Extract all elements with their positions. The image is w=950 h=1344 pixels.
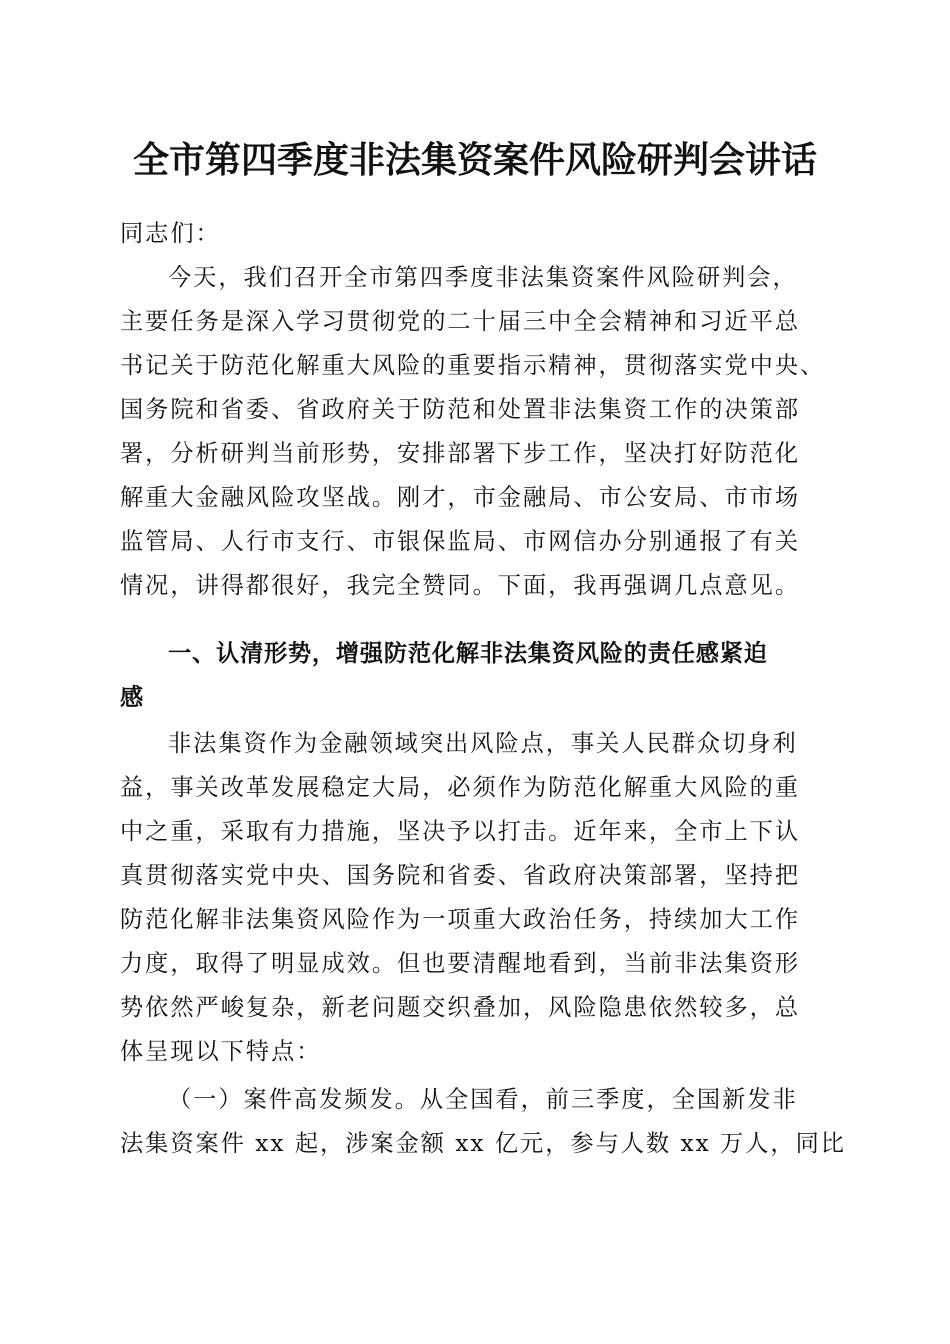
paragraph2-line: 非法集资作为金融领域突出风险点，事关人民群众切身利 [168, 730, 798, 757]
salutation: 同志们： [120, 220, 221, 247]
paragraph1-line: 书记关于防范化解重大风险的重要指示精神，贯彻落实党中央、 [120, 352, 826, 379]
paragraph3-line: （一）案件高发频发。从全国看，前三季度，全国新发非 [168, 1086, 798, 1113]
paragraph1-line: 主要任务是深入学习贯彻党的二十届三中全会精神和习近平总 [120, 308, 801, 335]
paragraph1-line: 情况，讲得都很好，我完全赞同。下面，我再强调几点意见。 [120, 572, 801, 599]
section-heading-line: 感 [120, 684, 144, 711]
paragraph2-line: 真贯彻落实党中央、国务院和省委、省政府决策部署，坚持把 [120, 862, 801, 889]
paragraph2-line: 体呈现以下特点： [120, 1038, 322, 1065]
paragraph1-line: 解重大金融风险攻坚战。刚才，市金融局、市公安局、市市场 [120, 484, 801, 511]
paragraph2-line: 力度，取得了明显成效。但也要清醒地看到，当前非法集资形 [120, 950, 801, 977]
paragraph2-line: 防范化解非法集资风险作为一项重大政治任务，持续加大工作 [120, 906, 801, 933]
paragraph3-line: 法集资案件 xx 起，涉案金额 xx 亿元，参与人数 xx 万人，同比 [120, 1130, 846, 1157]
paragraph1-line: 今天，我们召开全市第四季度非法集资案件风险研判会， [168, 264, 798, 291]
paragraph2-line: 势依然严峻复杂，新老问题交织叠加，风险隐患依然较多，总 [120, 994, 801, 1021]
paragraph1-line: 监管局、人行市支行、市银保监局、市网信办分别通报了有关 [120, 528, 801, 555]
paragraph1-line: 国务院和省委、省政府关于防范和处置非法集资工作的决策部 [120, 396, 801, 423]
paragraph1-line: 署，分析研判当前形势，安排部署下步工作，坚决打好防范化 [120, 440, 801, 467]
document-title: 全市第四季度非法集资案件风险研判会讲话 [132, 139, 817, 181]
paragraph2-line: 中之重，采取有力措施，坚决予以打击。近年来，全市上下认 [120, 818, 801, 845]
paragraph2-line: 益，事关改革发展稳定大局，必须作为防范化解重大风险的重 [120, 774, 801, 801]
section-heading-line: 一、认清形势，增强防范化解非法集资风险的责任感紧迫 [168, 640, 768, 667]
